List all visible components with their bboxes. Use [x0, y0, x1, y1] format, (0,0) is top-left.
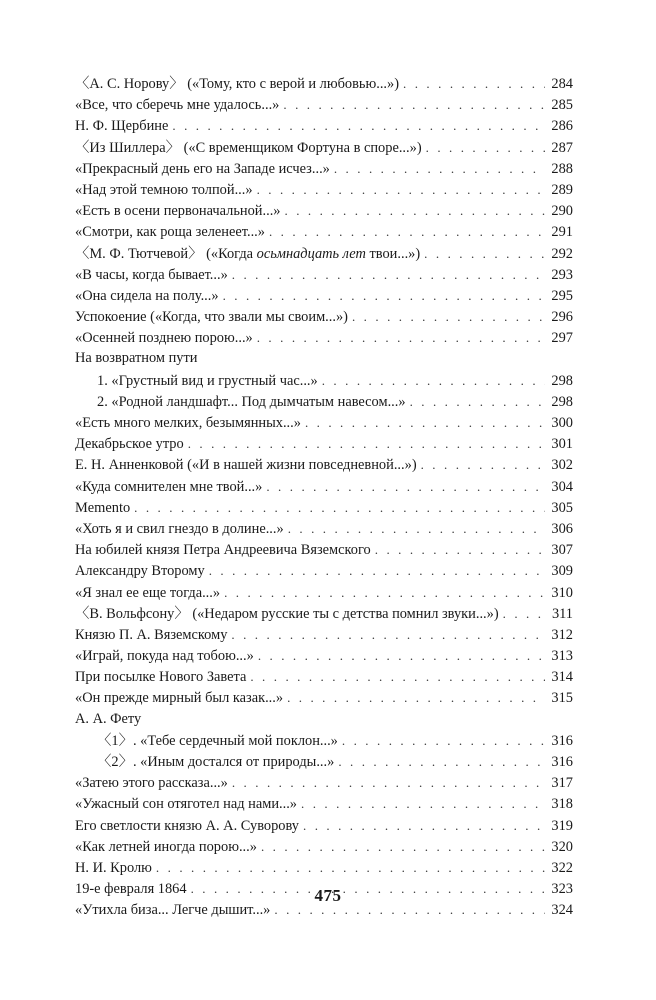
toc-entry-title: «Я знал ее еще тогда...»: [75, 584, 221, 601]
toc-leader-dots: [305, 412, 545, 433]
toc-entry-page: 291: [551, 224, 573, 241]
toc-entry-title: «Смотри, как роща зеленеет...»: [75, 224, 265, 241]
toc-subentry: [75, 730, 573, 751]
toc-leader-dots: [172, 115, 545, 136]
toc-entry-title: Memento: [75, 499, 131, 516]
toc-entry-title: «Как летней иногда порою...»: [75, 838, 257, 855]
toc-entry-page: 302: [551, 457, 573, 474]
toc-entry-title: 〈В. Вольфсону〉 («Недаром русские ты с детства помнил звуки...»): [75, 605, 499, 622]
toc-entry-page: 316: [551, 754, 573, 770]
toc-entry-title: Успокоение («Когда, что звали мы своим...»): [75, 309, 348, 326]
toc-entry-title: «В часы, когда бывает...»: [75, 266, 228, 283]
toc-leader-dots: [503, 603, 545, 624]
toc-entry-title: «Затею этого рассказа...»: [75, 775, 228, 792]
toc-entry: [75, 221, 573, 242]
toc-entry-page: 320: [551, 838, 573, 855]
toc-leader-dots: [301, 793, 545, 814]
toc-leader-dots: [322, 370, 545, 391]
toc-leader-dots: [250, 666, 545, 687]
toc-entry: [75, 433, 573, 454]
toc-leader-dots: [283, 94, 545, 115]
toc-entry: [75, 115, 573, 136]
toc-entry-page: 296: [551, 309, 573, 326]
toc-entry-page: 322: [551, 859, 573, 876]
toc-leader-dots: [232, 264, 545, 285]
toc-leader-dots: [421, 454, 545, 475]
toc-subentry: [75, 391, 573, 412]
toc-entry: [75, 518, 573, 539]
toc-entry-title: «Хоть я и свил гнездо в долине...»: [75, 520, 284, 537]
toc-entry-title: 19-е февраля 1864: [75, 881, 187, 898]
toc-entry-page: 285: [551, 97, 573, 114]
toc-entry-title: 1. «Грустный вид и грустный час...»: [97, 372, 318, 389]
toc-entry-title: На юбилей князя Петра Андреевича Вяземского: [75, 542, 371, 559]
toc-entry-title: «Есть много мелких, безымянных...»: [75, 415, 301, 431]
toc-entry-title-italic: осьмнадцать лет: [256, 245, 366, 262]
toc-entry-title: А. А. Фету: [75, 710, 142, 727]
toc-entry-title: Н. И. Кролю: [75, 859, 152, 876]
toc-entry: [75, 857, 573, 878]
toc-leader-dots: [224, 582, 545, 603]
toc-entry-title: «Ужасный сон отяготел над нами...»: [75, 796, 298, 813]
toc-leader-dots: [257, 179, 545, 200]
toc-entry-title: «Он прежде мирный был казак...»: [75, 690, 284, 707]
toc-leader-dots: [134, 497, 545, 518]
toc-entry: [75, 179, 573, 200]
toc-entry: [75, 497, 573, 518]
toc-entry: [75, 624, 573, 645]
toc-subentry: [75, 370, 573, 391]
toc-entry-page: 295: [551, 287, 573, 304]
toc-entry: [75, 560, 573, 581]
toc-entry-page: 306: [551, 520, 573, 537]
toc-entry-page: 311: [551, 605, 573, 622]
toc-entry-page: 289: [551, 181, 573, 198]
toc-leader-dots: [410, 391, 545, 412]
toc-entry: [75, 772, 573, 793]
toc-entry-page: 301: [551, 436, 573, 453]
toc-entry-page: 312: [551, 626, 573, 643]
toc-leader-dots: [188, 433, 545, 454]
toc-entry-title: На возвратном пути: [75, 350, 198, 367]
toc-entry-title: «Она сидела на полу...»: [75, 287, 219, 304]
toc-entry: [75, 836, 573, 857]
toc-entry-title: 〈2〉. «Иным достался от природы...»: [97, 754, 335, 770]
toc-entry: [75, 158, 573, 179]
toc-entry-title: 〈1〉. «Тебе сердечный мой поклон...»: [97, 732, 338, 749]
toc-entry-page: 324: [551, 902, 573, 919]
toc-entry-page: 287: [551, 139, 573, 156]
toc-leader-dots: [426, 137, 545, 158]
toc-entry: [75, 73, 573, 94]
toc-entry-title: 〈Из Шиллера〉 («С временщиком Фортуна в споре...»): [75, 139, 422, 156]
toc-entry-page: 305: [551, 499, 573, 516]
toc-entry-page: 304: [551, 478, 573, 495]
toc-entry-page: 315: [551, 690, 573, 707]
toc-entry-page: 314: [551, 669, 573, 686]
toc-entry: [75, 476, 573, 497]
toc-entry-title: «Все, что сберечь мне удалось...»: [75, 97, 280, 114]
toc-entry-page: 292: [551, 245, 573, 262]
toc-entry-title-start: 〈М. Ф. Тютчевой〉 («Когда: [75, 245, 257, 262]
toc-entry: [75, 327, 573, 348]
toc-leader-dots: [288, 518, 545, 539]
toc-leader-dots: [352, 306, 545, 327]
toc-entry-page: 300: [551, 415, 573, 431]
toc-entry-title: «Играй, покуда над тобою...»: [75, 648, 254, 665]
toc-leader-dots: [261, 836, 545, 857]
toc-entry-page: 323: [551, 881, 573, 898]
toc-entry-page: 284: [551, 76, 573, 92]
toc-entry-page: 307: [551, 542, 573, 559]
toc-entry: [75, 603, 573, 624]
toc-entry: [75, 793, 573, 814]
toc-entry-page: 288: [551, 160, 573, 177]
toc-entry-page: 319: [551, 817, 573, 834]
toc-entry: [75, 264, 573, 285]
toc-leader-dots: [209, 560, 545, 581]
toc-leader-dots: [257, 327, 545, 348]
toc-leader-dots: [334, 158, 545, 179]
toc-entry-title: «Над этой темною толпой...»: [75, 181, 253, 198]
toc-entry: [75, 645, 573, 666]
toc-entry-title: Его светлости князю А. А. Суворову: [75, 817, 299, 834]
toc-leader-dots: [342, 730, 545, 751]
toc-leader-dots: [269, 221, 545, 242]
toc-leader-dots: [375, 539, 545, 560]
toc-entry: [75, 306, 573, 327]
toc-entry-title: Е. Н. Анненковой («И в нашей жизни повседневной...»): [75, 457, 417, 474]
toc-entry-title: 2. «Родной ландшафт... Под дымчатым навесом...»: [97, 393, 406, 410]
toc-leader-dots: [424, 243, 545, 264]
toc-entry-page: 290: [551, 203, 573, 220]
toc-leader-dots: [232, 772, 545, 793]
toc-entry-page: 317: [551, 775, 573, 792]
toc-leader-dots: [403, 73, 545, 94]
toc-entry: [75, 539, 573, 560]
toc-leader-dots: [231, 624, 545, 645]
toc-entry-title: При посылке Нового Завета: [75, 669, 247, 686]
toc-entry-page: 298: [551, 393, 573, 410]
toc-entry-title: [75, 244, 420, 265]
toc-subentry: [75, 751, 573, 772]
toc-entry-title: Александру Второму: [75, 563, 205, 580]
toc-entry: [75, 582, 573, 603]
toc-entry-page: 316: [551, 732, 573, 749]
toc-section-heading: [75, 348, 573, 369]
toc-entry-title: «Осенней позднею порою...»: [75, 330, 253, 347]
toc-entry-page: 297: [551, 330, 573, 347]
toc-entry-title: «Прекрасный день его на Западе исчез...»: [75, 160, 330, 177]
toc-leader-dots: [258, 645, 545, 666]
toc-entry-page: 309: [551, 563, 573, 580]
toc-entry: [75, 137, 573, 158]
toc-entry-title: 〈А. С. Норову〉 («Тому, кто с верой и любовью...»): [75, 76, 400, 92]
toc-section-heading: [75, 709, 573, 730]
toc-leader-dots: [266, 476, 545, 497]
toc-entry: [75, 285, 573, 306]
toc-entry-title: «Утихла биза... Легче дышит...»: [75, 902, 271, 919]
toc-leader-dots: [303, 815, 545, 836]
toc-entry: [75, 94, 573, 115]
toc-entry-page: 313: [551, 648, 573, 665]
toc-leader-dots: [285, 200, 546, 221]
toc-leader-dots: [156, 857, 545, 878]
toc-entry-page: 293: [551, 266, 573, 283]
toc-entry-page: 286: [551, 118, 573, 135]
toc-entry-page: 310: [551, 584, 573, 601]
toc-entry-title: «Куда сомнителен мне твой...»: [75, 478, 263, 495]
toc-entry: [75, 200, 573, 221]
toc-entry-title: «Есть в осени первоначальной...»: [75, 203, 281, 220]
toc-leader-dots: [338, 751, 545, 772]
toc-entry-title: Декабрьское утро: [75, 436, 184, 453]
toc-leader-dots: [287, 687, 545, 708]
toc-entry-title: Н. Ф. Щербине: [75, 118, 169, 135]
toc-entry-title-end: твои...»): [365, 245, 421, 262]
page-number: 475: [314, 886, 342, 905]
toc-entry-title: Князю П. А. Вяземскому: [75, 626, 228, 643]
table-of-contents: [75, 73, 573, 921]
toc-entry: [75, 243, 573, 264]
toc-entry-page: 318: [551, 796, 573, 813]
toc-entry: [75, 454, 573, 475]
toc-entry: [75, 412, 573, 433]
toc-leader-dots: [223, 285, 545, 306]
toc-entry: [75, 815, 573, 836]
toc-entry: [75, 687, 573, 708]
toc-entry: [75, 666, 573, 687]
toc-entry-page: 298: [551, 372, 573, 389]
